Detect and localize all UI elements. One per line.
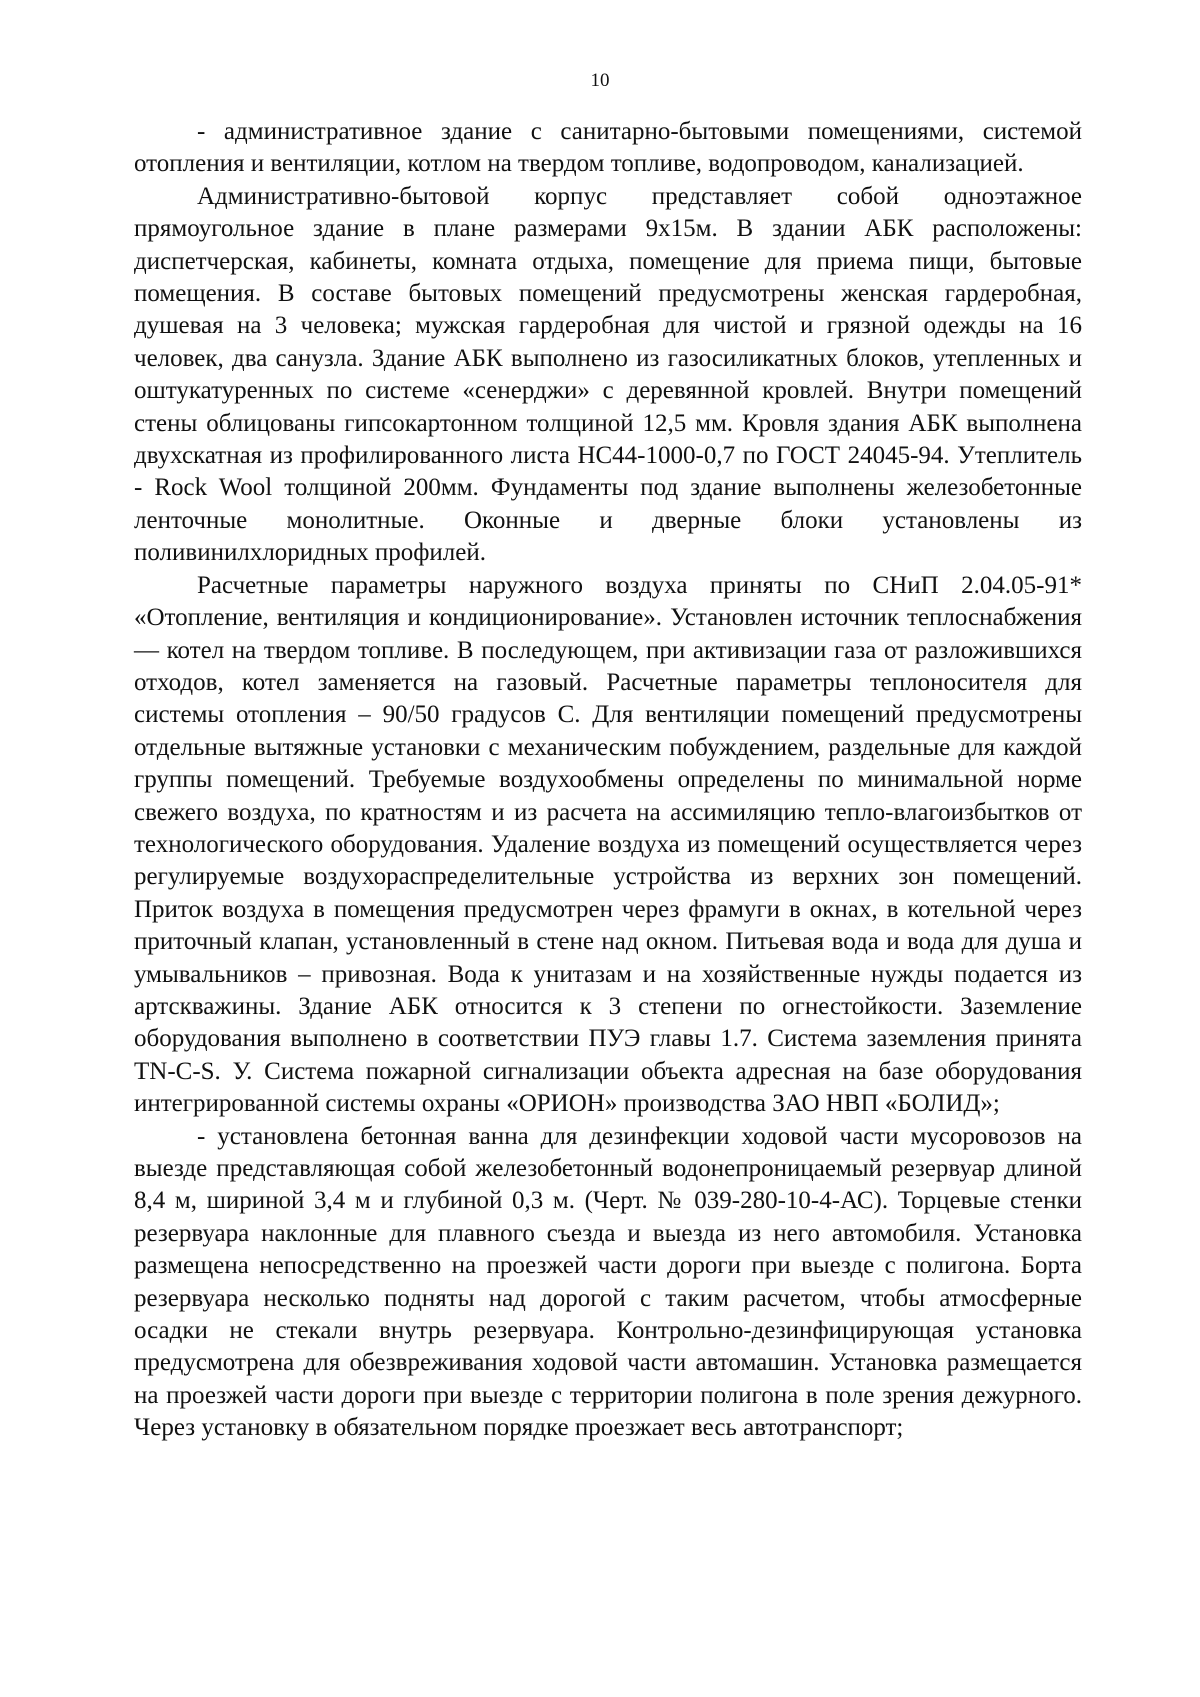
paragraph-disinfection-bath: - установлена бетонная ванна для дезинфекции ходовой части мусоровозов на выезде представляющая собой железобетонный водонепроницаемый резервуар длиной 8,4 м, шириной 3,4 м и глубиной 0,3 м. (Черт. № 039-280-10-4-АС). Торцевые стенки резервуара наклонные для плавного съезда и выезда из него автомобиля. Установка размещена непосредственно на проезжей части дороги при выезде с полигона. Борта резервуара несколько подняты над дорогой с таким расчетом, чтобы атмосферные осадки не стекали внутрь резервуара. Контрольно-дезинфицирующая установка предусмотрена для обезвреживания ходовой части автомашин. Установка размещается на проезжей части дороги при выезде с территории полигона в поле зрения дежурного. Через установку в обязательном порядке проезжает весь автотранспорт; [134,1122,1082,1442]
document-body [134,116,1082,1445]
paragraph-admin-building: - административное здание с санитарно-бытовыми помещениями, системой отопления и вентиляции, котлом на твердом топливе, водопроводом, канализацией. [134,118,1082,178]
page-number: 10 [590,70,610,91]
paragraph-engineering-systems: Расчетные параметры наружного воздуха приняты по СНиП 2.04.05-91* «Отопление, вентиляция и кондиционирование». Установлен источник теплоснабжения — котел на твердом топливе. В последующем, при активизации газа от разложившихся отходов, котел заменяется на газовый. Расчетные параметры теплоносителя для системы отопления – 90/50 градусов С. Для вентиляции помещений предусмотрены отдельные вытяжные установки с механическим побуждением, раздельные для каждой группы помещений. Требуемые воздухообмены определены по минимальной норме свежего воздуха, по кратностям и из расчета на ассимиляцию тепло-влагоизбытков от технологического оборудования. Удаление воздуха из помещений осуществляется через регулируемые воздухораспределительные устройства из верхних зон помещений. Приток воздуха в помещения предусмотрен через фрамуги в окнах, в котельной через приточный клапан, установленный в стене над окном. Питьевая вода и вода для душа и умывальников – привозная. Вода к унитазам и на хозяйственные нужды подается из артскважины. Здание АБК относится к 3 степени по огнестойкости. Заземление оборудования выполнено в соответствии ПУЭ главы 1.7. Система заземления принята TN-C-S. У. Система пожарной сигнализации объекта адресная на базе оборудования интегрированной системы охраны «ОРИОН» производства ЗАО НВП «БОЛИД»; [134,571,1082,1118]
paragraph-abk-description: Административно-бытовой корпус представляет собой одноэтажное прямоугольное здание в плане размерами 9х15м. В здании АБК расположены: диспетчерская, кабинеты, комната отдыха, помещение для приема пищи, бытовые помещения. В составе бытовых помещений предусмотрены женская гардеробная, душевая на 3 человека; мужская гардеробная для чистой и грязной одежды на 16 человек, два санузла. Здание АБК выполнено из газосиликатных блоков, утепленных и оштукатуренных по системе «сенерджи» с деревянной кровлей. Внутри помещений стены облицованы гипсокартонном толщиной 12,5 мм. Кровля здания АБК выполнена двухскатная из профилированного листа НС44-1000-0,7 по ГОСТ 24045-94. Утеплитель - Rock Wool толщиной 200мм. Фундаменты под здание выполнены железобетонные ленточные монолитные. Оконные и дверные блоки установлены из поливинилхлоридных профилей. [134,182,1082,567]
